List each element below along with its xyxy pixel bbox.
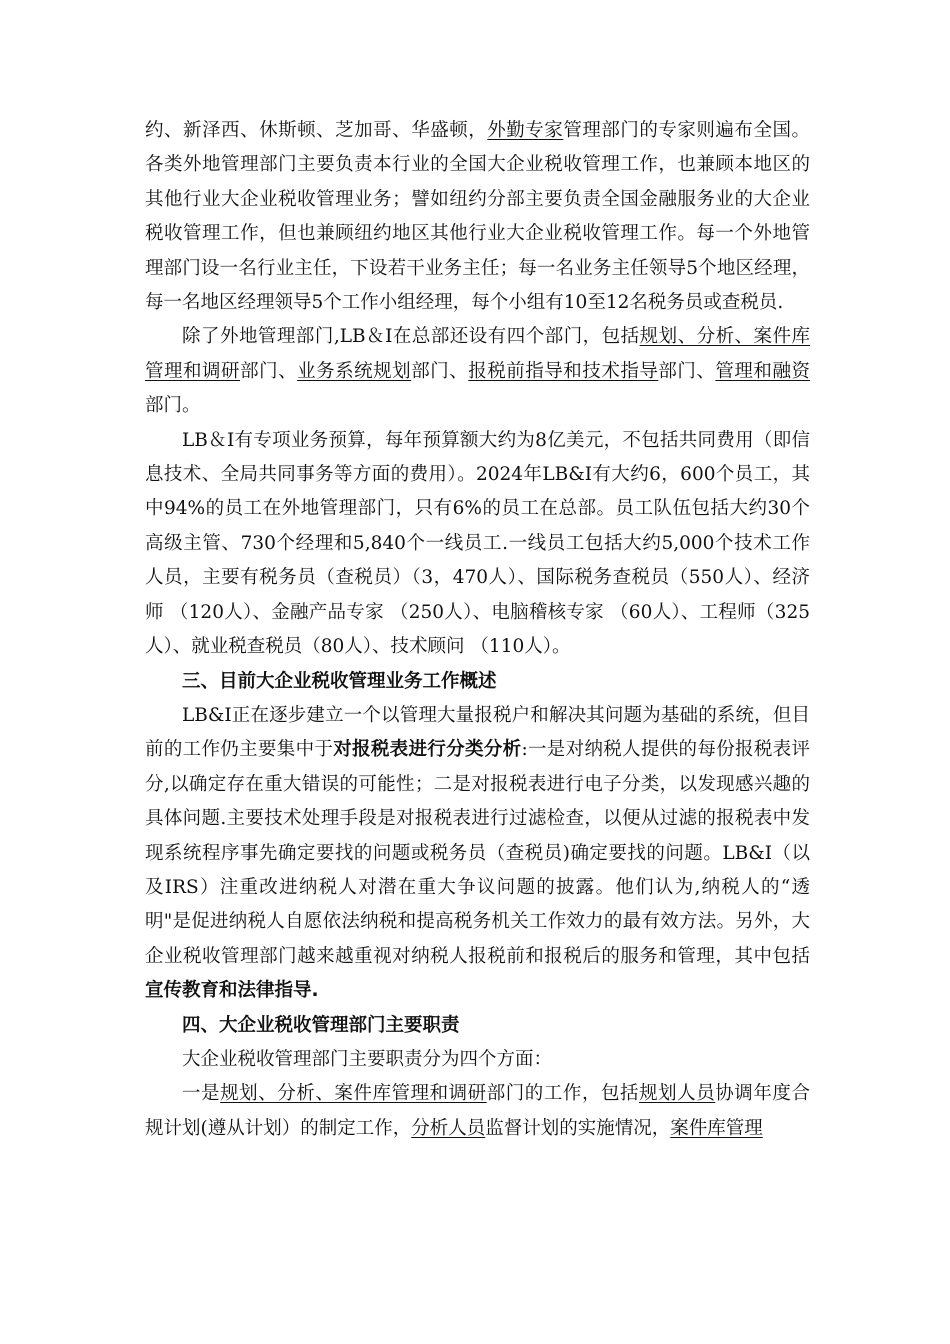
text-segment: 约、新泽西、休斯顿、芝加哥、华盛顿， [145,120,488,141]
paragraph-work-overview [145,699,810,1009]
section-heading-3: 三、目前大企业税收管理业务工作概述 [182,670,497,692]
paragraph-field-offices [145,114,810,320]
bold-term: 宣传教育和法律指导 [145,980,312,1002]
text-segment: 部门、 [411,360,469,382]
paragraph-duty-one [145,1077,810,1146]
underlined-term: 业务系统规划 [297,360,412,382]
text-segment: 管理部门的专家则遍布全国。各类外地管理部门主要负责本行业的全国大企业税收管理工作，也兼顾本地区的其他行业大企业税收管理业务；譬如纽约分部主要负责全国金融服务业的大企业税收管理工作，但也兼顾纽约地区其他行业大企业税收管理工作。每一个外地管理部门设一名行业主任，下设若干业务主任；每一名业务主任领导5个地区经理，每一名地区经理领导5个工作小组经理，每个小组有10至12名税务员或查税员. [145,120,810,314]
text-segment: 监督计划的实施情况， [485,1117,671,1139]
bold-term: 对报税表进行分类分析 [333,739,522,761]
underlined-term: 规划、分析、案件库管理和调研 [145,326,810,382]
text-segment: 一是 [182,1083,221,1105]
text-segment: 除了外地管理部门,LB＆I在总部还设有四个部门，包括 [182,326,640,348]
text-segment: :一是对纳税人提供的每份报税表评分,以确定存在重大错误的可能性；二是对报税表进行电子分类，以发现感兴趣的具体问题.主要技术处理手段是对报税表进行过滤检查，以便从过滤的报税表中发现系统程序事先确定要找的问题或税务员（查税员)确定要找的问题。LB&I（以及IRS）注重改进纳税人对潜在重大争议问题的披露。他们认为,纳税人的“透明"是促进纳税人自愿依法纳税和提高税务机关工作效力的最有效方法。另外，大企业税收管理部门越来越重视对纳税人报税前和报税后的服务和管理，其中包括 [145,739,810,967]
text-segment: 协调年度合规计划(遵从计划）的制定工作， [145,1083,810,1139]
underlined-term: 报税前指导和技术指导 [468,360,659,382]
underlined-term: 规划人员 [639,1083,716,1105]
text-segment: 部门的工作，包括 [486,1083,640,1105]
underlined-term: 外勤专家 [487,120,564,141]
underlined-term: 案件库管理 [670,1117,763,1139]
underlined-term: 分析人员 [411,1117,486,1139]
text-segment: LB&I正在逐步建立一个以管理大量报税户和解决其问题为基础的系统，但目前的工作仍主要集中于 [145,704,810,761]
paragraph-headquarters-departments [145,320,810,423]
paragraph-budget-staff: LB＆I有专项业务预算，每年预算额大约为8亿美元，不包括共同费用（即信息技术、全局共同事务等方面的费用）。2024年LB&I有大约6，600个员工，其中94%的员工在外地管理部门，只有6%的员工在总部。员工队伍包括大约30个高级主管、730个经理和5,840个一线员工.一线员工包括大约5,000个技术工作人员，主要有税务员（查税员）（3，470人）、国际税务查税员（550人）、经济师 （120人）、金融产品专家 （250人）、电脑稽核专家 （60人）、工程师（325人）、就业税查税员（80人）、技术顾问 （110人）。 [145,429,810,658]
text-segment: . [311,980,319,1002]
section-heading-4: 四、大企业税收管理部门主要职责 [182,1014,460,1036]
paragraph-duties-intro: 大企业税收管理部门主要职责分为四个方面： [182,1048,553,1070]
text-segment: 部门、 [240,360,298,382]
text-segment: 部门、 [658,360,716,382]
text-segment: 部门。 [145,395,201,417]
underlined-term: 规划、分析、案件库管理和调研 [220,1083,487,1105]
underlined-term: 管理和融资 [715,360,810,382]
